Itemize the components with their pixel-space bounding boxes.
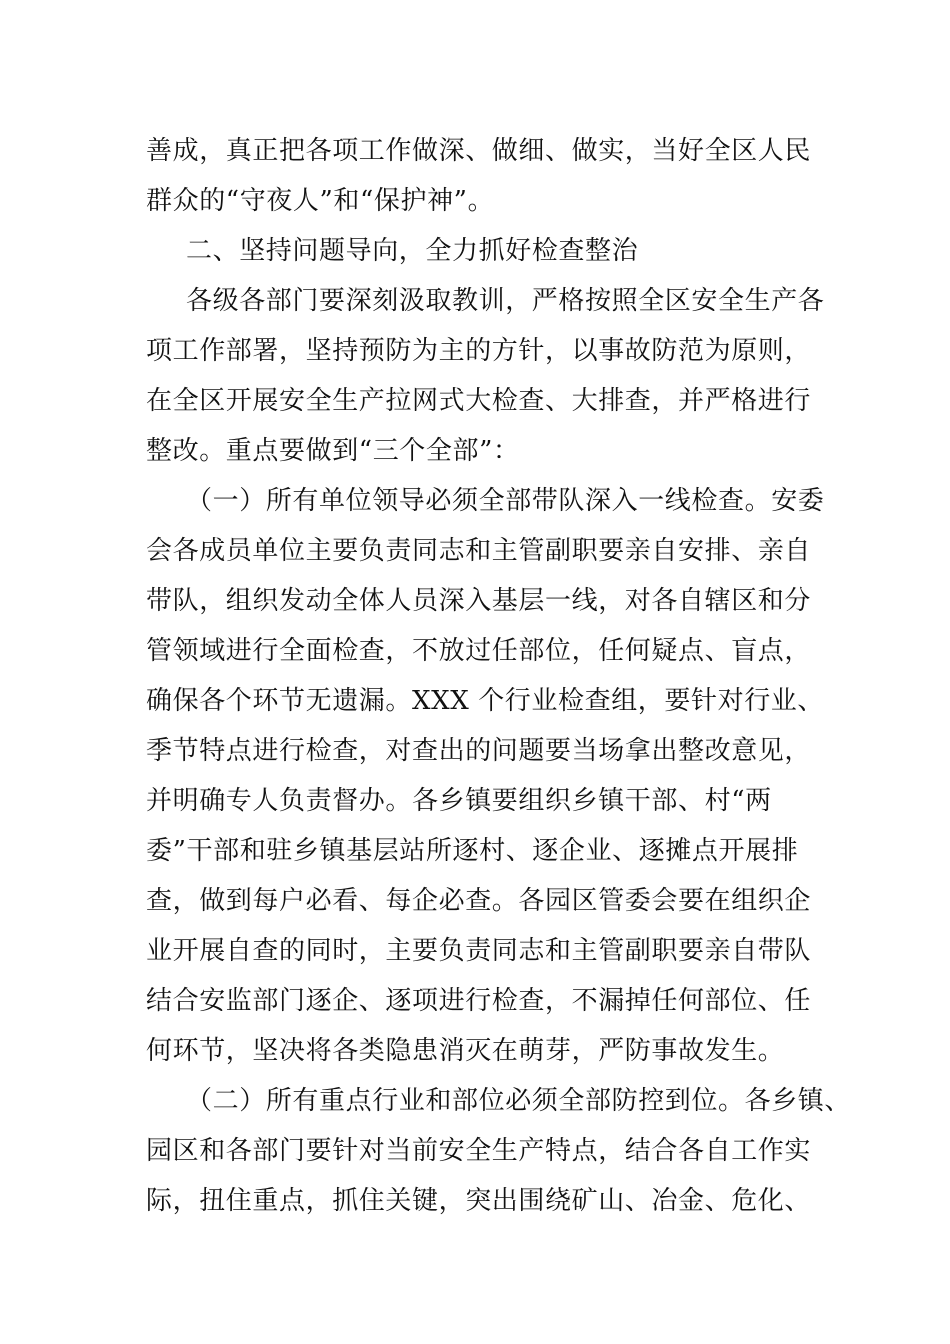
text-line-12: 确保各个环节无遗漏。XXX 个行业检查组，要针对行业、	[146, 686, 824, 716]
text-line-1: 善成，真正把各项工作做深、做细、做实，当好全区人民	[146, 136, 812, 166]
text-line-5: 项工作部署，坚持预防为主的方针，以事故防范为原则，	[146, 336, 812, 366]
section-heading-2: 二、坚持问题导向，全力抓好检查整治	[186, 236, 639, 266]
subsection-2-line: （二）所有重点行业和部位必须全部防控到位。各乡镇、	[186, 1086, 852, 1116]
text-line-21: 园区和各部门要针对当前安全生产特点，结合各自工作实	[146, 1136, 812, 1166]
text-line-9: 会各成员单位主要负责同志和主管副职要亲自安排、亲自	[146, 536, 812, 566]
text-line-7: 整改。重点要做到“三个全部”：	[146, 436, 520, 466]
subsection-1-line: （一）所有单位领导必须全部带队深入一线检查。安委	[186, 486, 825, 516]
text-line-14: 并明确专人负责督办。各乡镇要组织乡镇干部、村“两	[146, 786, 772, 816]
text-line-2: 群众的“守夜人”和“保护神”。	[146, 186, 495, 216]
text-line-4: 各级各部门要深刻汲取教训，严格按照全区安全生产各	[186, 286, 825, 316]
text-line-10: 带队，组织发动全体人员深入基层一线，对各自辖区和分	[146, 586, 812, 616]
text-line-22: 际，扭住重点，抓住关键，突出围绕矿山、冶金、危化、	[146, 1186, 812, 1216]
text-line-18: 结合安监部门逐企、逐项进行检查，不漏掉任何部位、任	[146, 986, 812, 1016]
text-line-15: 委”干部和驻乡镇基层站所逐村、逐企业、逐摊点开展排	[146, 836, 799, 866]
text-line-19: 何环节，坚决将各类隐患消灭在萌芽，严防事故发生。	[146, 1036, 785, 1066]
text-line-17: 业开展自查的同时，主要负责同志和主管副职要亲自带队	[146, 936, 812, 966]
text-line-16: 查，做到每户必看、每企必查。各园区管委会要在组织企	[146, 886, 812, 916]
text-line-11: 管领域进行全面检查，不放过任部位，任何疑点、盲点，	[146, 636, 812, 666]
text-line-13: 季节特点进行检查，对查出的问题要当场拿出整改意见，	[146, 736, 812, 766]
text-line-6: 在全区开展安全生产拉网式大检查、大排查，并严格进行	[146, 386, 812, 416]
